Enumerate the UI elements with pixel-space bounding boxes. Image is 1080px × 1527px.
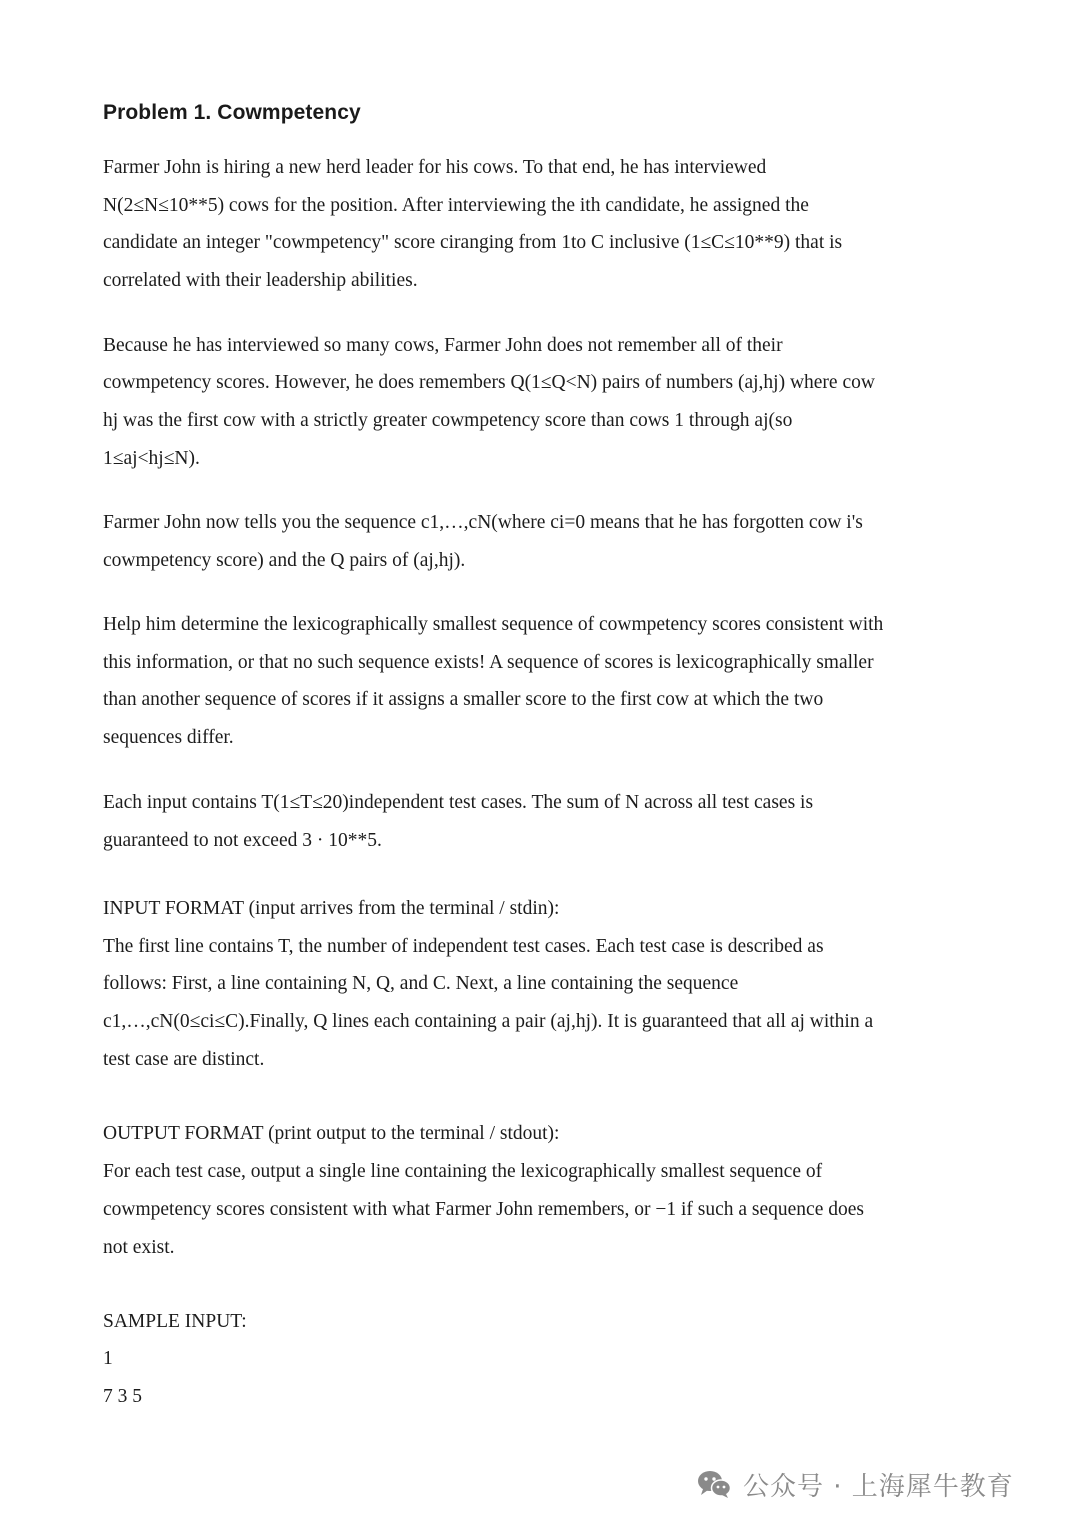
text-line: not exist. xyxy=(103,1237,175,1258)
text-line: cowmpetency scores. However, he does remembers Q(1≤Q<N) pairs of numbers (aj,hj) where cow xyxy=(103,372,875,393)
text-line: 1≤aj<hj≤N). xyxy=(103,448,200,469)
text-line: correlated with their leadership abilities. xyxy=(103,270,418,291)
text-line: this information, or that no such sequence exists! A sequence of scores is lexicographically smaller xyxy=(103,652,874,673)
sample-input-line: 7 3 5 xyxy=(103,1386,142,1407)
text-line: guaranteed to not exceed 3 · 10**5. xyxy=(103,830,382,851)
wechat-icon xyxy=(697,1469,731,1499)
watermark-text: 公众号 · 上海犀牛教育 xyxy=(743,1471,1014,1502)
text-line: c1,…,cN(0≤ci≤C).Finally, Q lines each containing a pair (aj,hj). It is guaranteed that all aj within a xyxy=(103,1011,874,1032)
section-heading-sample-input: SAMPLE INPUT: xyxy=(103,1311,247,1332)
text-line: cowmpetency scores consistent with what Farmer John remembers, or −1 if such a sequence does xyxy=(103,1199,864,1220)
sample-input-line: 1 xyxy=(103,1348,113,1369)
text-line: For each test case, output a single line containing the lexicographically smallest sequence of xyxy=(103,1161,823,1182)
text-line: test case are distinct. xyxy=(103,1049,265,1070)
text-line: Help him determine the lexicographically smallest sequence of cowmpetency scores consistent with xyxy=(103,614,884,635)
text-line: Farmer John now tells you the sequence c1,…,cN(where ci=0 means that he has forgotten cow i's xyxy=(103,512,863,533)
text-line: than another sequence of scores if it assigns a smaller score to the first cow at which the two xyxy=(103,689,824,710)
text-line: Because he has interviewed so many cows, Farmer John does not remember all of their xyxy=(103,335,783,356)
text-line: N(2≤N≤10**5) cows for the position. After interviewing the ith candidate, he assigned the xyxy=(103,195,809,216)
section-heading-input-format: INPUT FORMAT (input arrives from the terminal / stdin): xyxy=(103,898,560,919)
section-heading-output-format: OUTPUT FORMAT (print output to the terminal / stdout): xyxy=(103,1123,560,1144)
text-line: cowmpetency score) and the Q pairs of (aj,hj). xyxy=(103,550,466,571)
watermark xyxy=(697,1464,1014,1504)
text-line: Farmer John is hiring a new herd leader for his cows. To that end, he has interviewed xyxy=(103,157,767,178)
text-line: candidate an integer "cowmpetency" score ciranging from 1to C inclusive (1≤C≤10**9) that is xyxy=(103,232,843,253)
text-line: Each input contains T(1≤T≤20)independent test cases. The sum of N across all test cases is xyxy=(103,792,814,813)
text-line: sequences differ. xyxy=(103,727,234,748)
problem-title: Problem 1. Cowmpetency xyxy=(103,101,361,124)
text-line: hj was the first cow with a strictly greater cowmpetency score than cows 1 through aj(so xyxy=(103,410,793,431)
text-line: The first line contains T, the number of independent test cases. Each test case is described as xyxy=(103,936,824,957)
text-line: follows: First, a line containing N, Q, and C. Next, a line containing the sequence xyxy=(103,973,739,994)
